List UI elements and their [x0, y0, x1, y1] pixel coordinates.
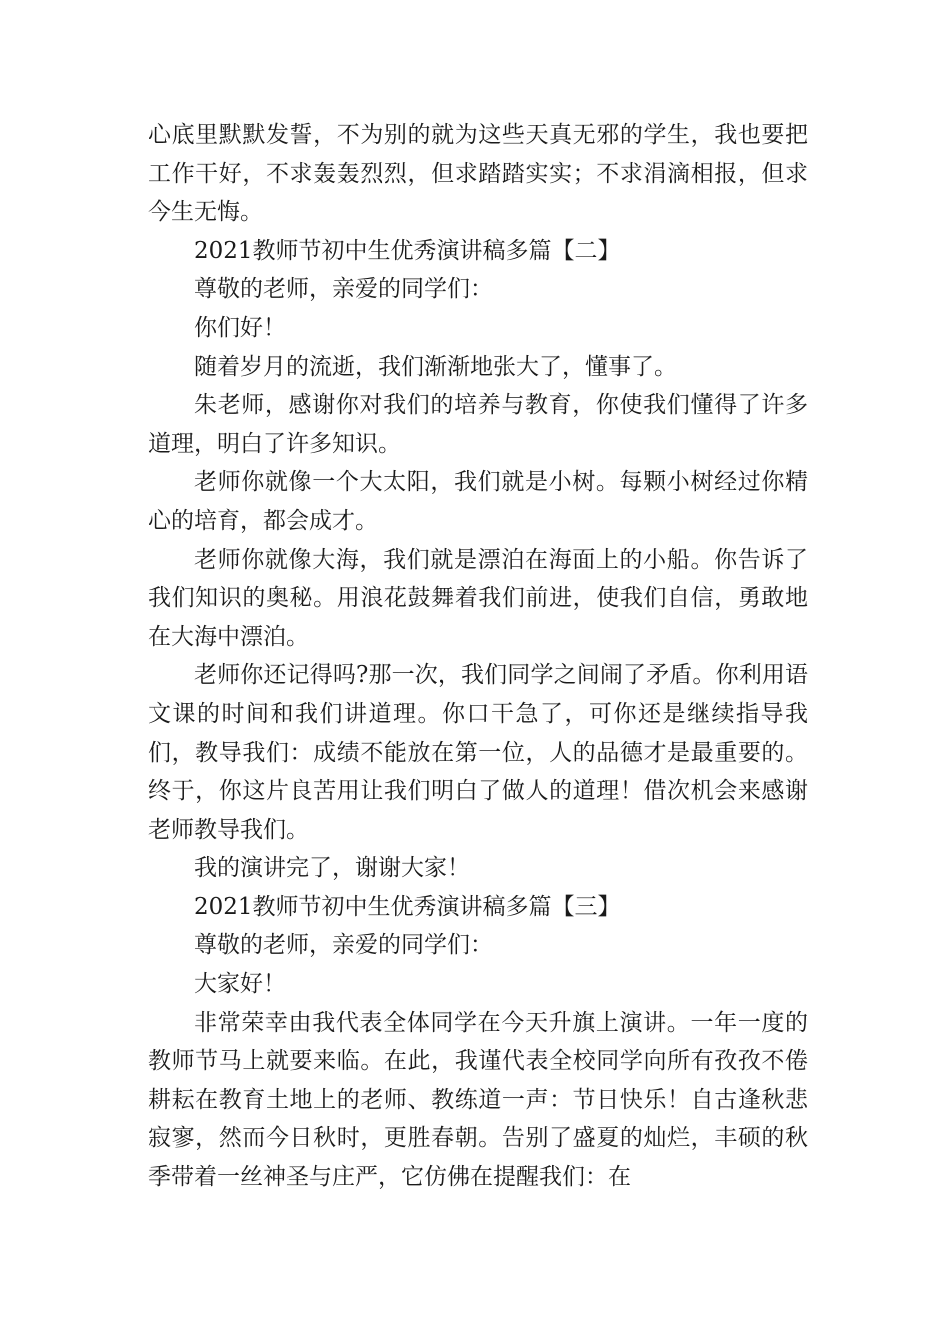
document-body [148, 116, 808, 1197]
salutation: 尊敬的老师，亲爱的同学们： [194, 932, 493, 959]
section-heading-three: 2021教师节初中生优秀演讲稿多篇【三】 [194, 893, 621, 920]
greeting: 你们好！ [194, 314, 286, 341]
paragraph: 非常荣幸由我代表全体同学在今天升旗上演讲。一年一度的教师节马上就要来临。在此，我谨代表全校同学向所有孜孜不倦耕耘在教育土地上的老师、教练道一声：节日快乐！自古逢秋悲寂寥，然而今日秋时，更胜春朝。告别了盛夏的灿烂，丰硕的秋季带着一丝神圣与庄严，它仿佛在提醒我们：在 [148, 1009, 808, 1191]
paragraph: 老师你还记得吗?那一次，我们同学之间闹了矛盾。你利用语文课的时间和我们讲道理。你口干急了，可你还是继续指导我们，教导我们：成绩不能放在第一位，人的品德才是最重要的。终于，你这片良苦用让我们明白了做人的道理！借次机会来感谢老师教导我们。 [148, 662, 808, 843]
paragraph-continuation: 心底里默默发誓，不为别的就为这些天真无邪的学生，我也要把工作干好，不求轰轰烈烈，但求踏踏实实；不求涓滴相报，但求今生无悔。 [148, 122, 808, 226]
paragraph: 朱老师，感谢你对我们的培养与教育，你使我们懂得了许多道理，明白了许多知识。 [148, 392, 808, 457]
greeting: 大家好！ [194, 971, 286, 998]
closing-line: 我的演讲完了，谢谢大家！ [194, 855, 470, 882]
paragraph: 老师你就像一个大太阳，我们就是小树。每颗小树经过你精心的培育，都会成才。 [148, 469, 808, 534]
section-heading-two: 2021教师节初中生优秀演讲稿多篇【二】 [194, 237, 621, 264]
salutation: 尊敬的老师，亲爱的同学们： [194, 276, 493, 303]
paragraph: 老师你就像大海，我们就是漂泊在海面上的小船。你告诉了我们知识的奥秘。用浪花鼓舞着我们前进，使我们自信，勇敢地在大海中漂泊。 [148, 546, 808, 650]
paragraph: 随着岁月的流逝，我们渐渐地张大了，懂事了。 [194, 353, 677, 380]
